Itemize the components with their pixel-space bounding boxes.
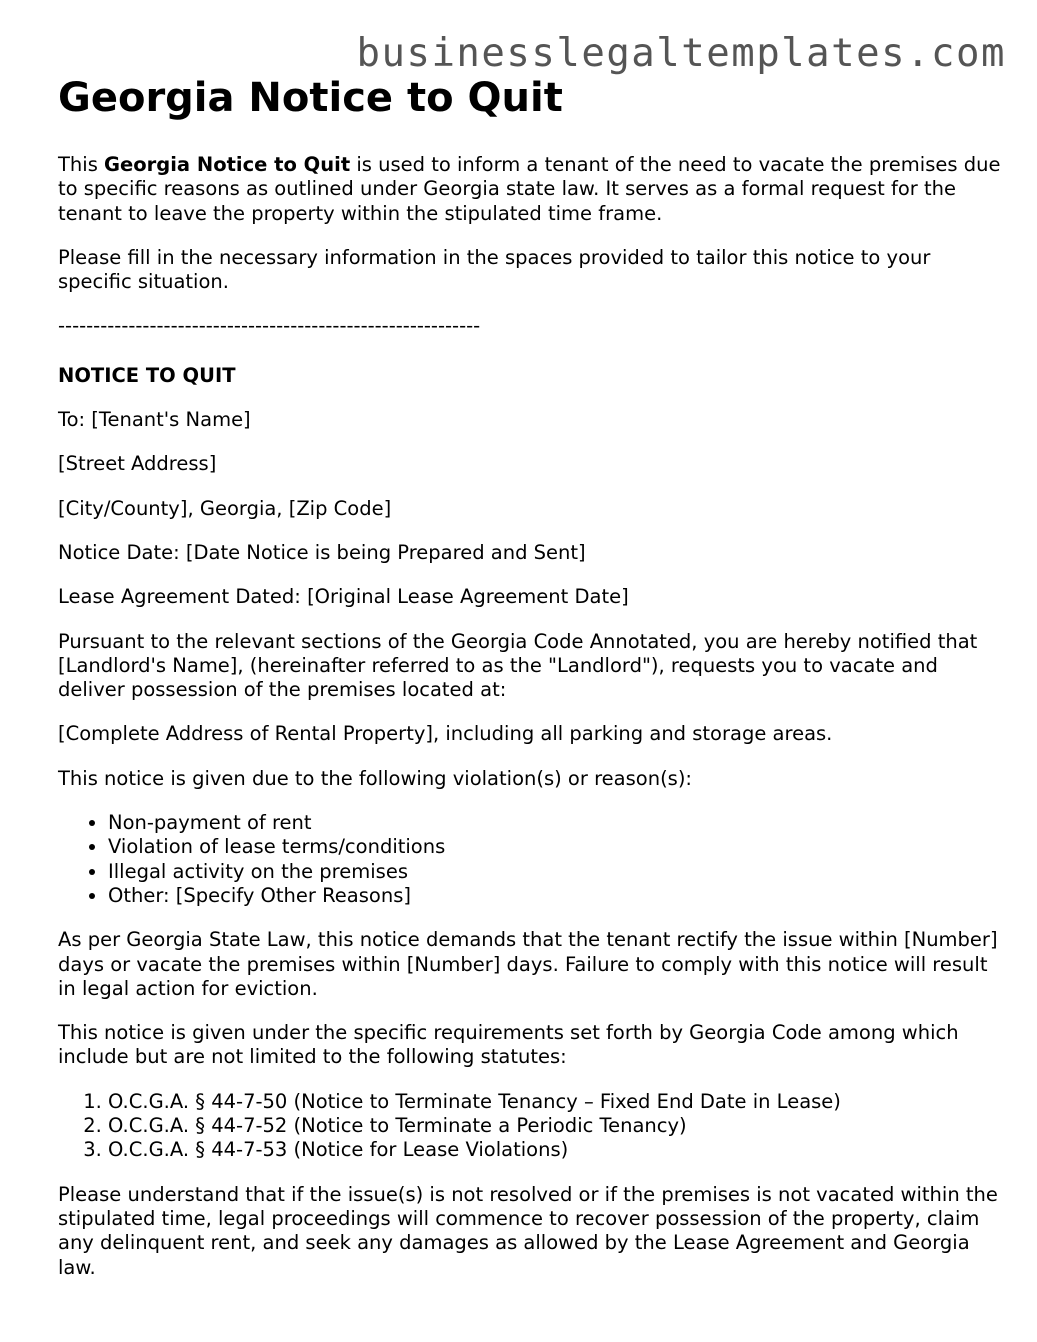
to-line: To: [Tenant's Name] (58, 408, 251, 432)
statutes-list (58, 1090, 1008, 1163)
state-law-paragraph: As per Georgia State Law, this notice demands that the tenant rectify the issue within [Number] days or vacate the premises within [Number] days. Failure to comply with this notice will result in legal action for eviction. (58, 928, 998, 1000)
page-title: Georgia Notice to Quit (58, 75, 563, 121)
address-paragraph: [Complete Address of Rental Property], including all parking and storage areas. (58, 722, 833, 746)
notice-heading: NOTICE TO QUIT (58, 363, 236, 387)
pursuant-paragraph: Pursuant to the relevant sections of the Georgia Code Annotated, you are hereby notified that [Landlord's Name], (hereinafter referred to as the "Landlord"), requests you to vacate and deliver possession of the premises located at: (58, 629, 978, 702)
document-body (58, 72, 1008, 1300)
intro-suffix: is used to inform a tenant of the need to vacate the premises due to specific reasons as outlined under Georgia state law. It serves as a formal request for the tenant to leave the property within the stipulated time frame. (58, 153, 1001, 225)
list-item: • Illegal activity on the premises (108, 860, 1008, 884)
notice-date-line: Notice Date: [Date Notice is being Prepared and Sent] (58, 540, 586, 564)
list-item: • Other: [Specify Other Reasons] (108, 884, 1008, 908)
lease-date-line: Lease Agreement Dated: [Original Lease Agreement Date] (58, 585, 629, 609)
watermark: businesslegaltemplates.com (356, 31, 1006, 76)
list-item: • Violation of lease terms/conditions (108, 835, 1008, 859)
statutes-intro: This notice is given under the specific requirements set forth by Georgia Code among which include but are not limited to the following statutes: (58, 1021, 959, 1069)
list-item: 3. O.C.G.A. § 44-7-53 (Notice for Lease Violations) (108, 1138, 1008, 1162)
instructions-paragraph: Please fill in the necessary information in the spaces provided to tailor this notice to your specific situation. (58, 245, 931, 294)
reasons-intro: This notice is given due to the following violation(s) or reason(s): (58, 766, 693, 790)
list-item: 2. O.C.G.A. § 44-7-52 (Notice to Terminate a Periodic Tenancy) (108, 1114, 1008, 1138)
city-line: [City/County], Georgia, [Zip Code] (58, 496, 392, 520)
intro-bold: Georgia Notice to Quit (104, 153, 351, 176)
closing-paragraph: Please understand that if the issue(s) is not resolved or if the premises is not vacated within the stipulated time, legal proceedings will commence to recover possession of the property, claim any delinquent rent, and seek any damages as allowed by the Lease Agreement and Georgia law. (58, 1182, 998, 1279)
reasons-list (58, 811, 1008, 908)
intro-prefix: This (58, 153, 105, 176)
street-line: [Street Address] (58, 452, 217, 476)
list-item: 1. O.C.G.A. § 44-7-50 (Notice to Terminate Tenancy – Fixed End Date in Lease) (108, 1090, 1008, 1114)
list-item: • Non-payment of rent (108, 811, 1008, 835)
intro-paragraph (58, 153, 1008, 226)
divider-line: ------------------------------------------------------------ (58, 314, 481, 338)
